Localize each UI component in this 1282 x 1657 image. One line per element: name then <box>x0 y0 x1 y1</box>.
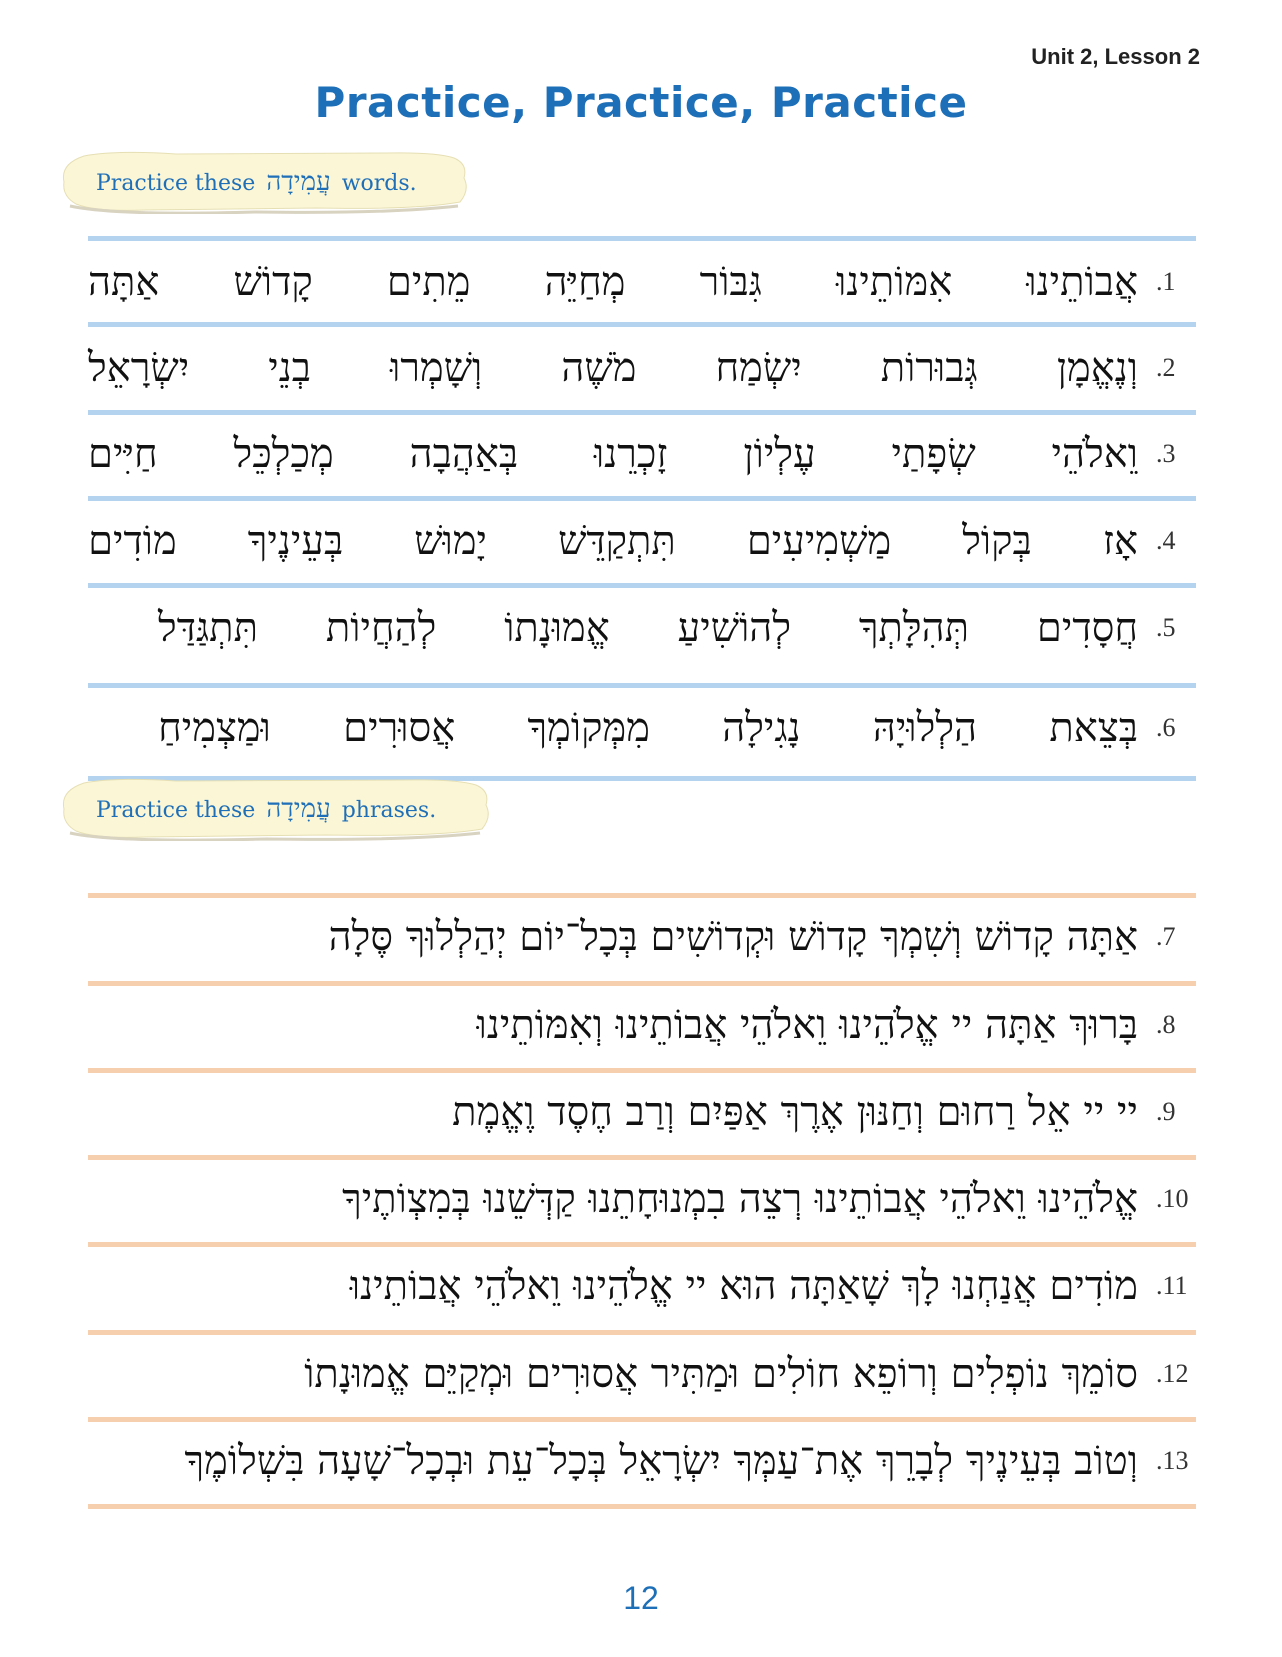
hebrew-word: יִשְׂרָאֵל <box>88 345 190 391</box>
hebrew-word: מֹשֶׁה <box>561 345 637 391</box>
row-number: .1 <box>1156 267 1176 296</box>
phrase-row <box>88 1161 1196 1237</box>
hebrew-word: תִּתְגַּדַּל <box>158 605 258 651</box>
row-divider <box>88 1155 1196 1160</box>
hebrew-word-list <box>88 416 1138 492</box>
row-divider <box>88 981 1196 986</box>
hebrew-word: מְחַיֵּה <box>544 259 626 305</box>
row-divider <box>88 410 1196 415</box>
hebrew-word: אַתָּה <box>88 259 160 305</box>
row-divider <box>88 893 1196 898</box>
hebrew-word: מְכַלְכֵּל <box>233 431 334 477</box>
row-divider <box>88 236 1196 241</box>
hebrew-word: תְּהִלָּתְךָ <box>858 605 970 651</box>
instruction-suffix: words. <box>341 171 417 196</box>
hebrew-phrase: אֱלֹהֵינוּ וֵאלֹהֵי אֲבוֹתֵינוּ רְצֵה בִמְנוּחָתֵנוּ קַדְּשֵׁנוּ בְּמִצְוֹתֶיךָ <box>342 1176 1138 1222</box>
hebrew-word: בְּקוֹל <box>962 518 1032 564</box>
words-instruction-text <box>96 150 417 214</box>
hebrew-word-list <box>88 244 1138 320</box>
hebrew-word: שְׂפָתַי <box>891 431 976 477</box>
phrase-row <box>88 1423 1196 1499</box>
hebrew-phrase: מוֹדִים אֲנַחְנוּ לָךְ שָׁאַתָּה הוּא יי אֱלֹהֵינוּ וֵאלֹהֵי אֲבוֹתֵינוּ <box>349 1263 1138 1309</box>
hebrew-word: וּמַצְמִיחַ <box>158 705 271 751</box>
word-row <box>88 330 1196 406</box>
hebrew-word: חַיִּים <box>88 431 158 477</box>
hebrew-word: מִמְּקוֹמְךָ <box>527 705 650 751</box>
hebrew-word: לְהוֹשִׁיעַ <box>677 605 792 651</box>
hebrew-word: יָמוּשׁ <box>414 518 488 564</box>
hebrew-word: תִּתְקַדֵּשׁ <box>558 518 676 564</box>
phrases-instruction-text <box>96 777 436 841</box>
hebrew-word: לְהַחֲיוֹת <box>325 605 437 651</box>
row-number: .12 <box>1156 1359 1189 1388</box>
word-row <box>88 416 1196 492</box>
words-instruction-banner <box>56 150 476 214</box>
instruction-hebrew: עֲמִידָה <box>266 794 331 824</box>
word-row <box>88 590 1196 666</box>
row-number: .4 <box>1156 526 1176 555</box>
hebrew-phrase: סוֹמֵךְ נוֹפְלִים וְרוֹפֵא חוֹלִים וּמַתִּיר אֲסוּרִים וּמְקַיֵּם אֱמוּנָתוֹ <box>304 1351 1138 1397</box>
hebrew-word: הַלְלוּיָהּ <box>872 705 978 751</box>
row-number: .13 <box>1156 1446 1189 1475</box>
hebrew-word: אֲבוֹתֵינוּ <box>1026 259 1138 305</box>
hebrew-word: בְנֵי <box>268 345 312 391</box>
row-number: .7 <box>1156 922 1176 951</box>
row-divider <box>88 322 1196 327</box>
hebrew-phrase: וְטוֹב בְּעֵינֶיךָ לְבָרֵךְ אֶת־עַמְּךָ יִשְׂרָאֵל בְּכָל־עֵת וּבְכָל־שָׁעָה בִּשְׁלוֹמֶךָ <box>184 1438 1138 1484</box>
row-divider <box>88 1068 1196 1073</box>
hebrew-word: מֵתִים <box>386 259 471 305</box>
row-divider <box>88 1504 1196 1509</box>
row-number: .11 <box>1156 1271 1188 1300</box>
row-divider <box>88 1330 1196 1335</box>
row-number: .5 <box>1156 613 1176 642</box>
hebrew-word: יִשְׂמַח <box>715 345 802 391</box>
hebrew-word: אֱמוּנָתוֹ <box>504 605 610 651</box>
instruction-hebrew: עֲמִידָה <box>266 167 331 197</box>
row-divider <box>88 496 1196 501</box>
hebrew-word-list <box>158 590 1138 666</box>
phrase-row <box>88 899 1196 975</box>
hebrew-word: גִּבּוֹר <box>699 259 762 305</box>
row-number: .3 <box>1156 439 1176 468</box>
hebrew-word: קָדוֹשׁ <box>233 259 313 305</box>
row-number: .8 <box>1156 1010 1176 1039</box>
row-number: .9 <box>1156 1097 1176 1126</box>
page-number: 12 <box>623 1580 659 1616</box>
word-row <box>88 503 1196 579</box>
phrase-row <box>88 1336 1196 1412</box>
unit-lesson-label: Unit 2, Lesson 2 <box>1031 44 1200 69</box>
row-divider <box>88 1417 1196 1422</box>
hebrew-word: זָכְרֵנוּ <box>593 431 668 477</box>
row-divider <box>88 683 1196 688</box>
hebrew-word: מוֹדִים <box>88 518 177 564</box>
hebrew-word: אָז <box>1102 518 1138 564</box>
phrase-row <box>88 1248 1196 1324</box>
hebrew-phrase: בָּרוּךְ אַתָּה יי אֱלֹהֵינוּ וֵאלֹהֵי אֲבוֹתֵינוּ וְאִמּוֹתֵינוּ <box>476 1002 1138 1048</box>
phrases-instruction-banner <box>56 777 476 841</box>
hebrew-word: גְּבוּרוֹת <box>880 345 978 391</box>
row-divider <box>88 1242 1196 1247</box>
row-divider <box>88 583 1196 588</box>
word-row <box>88 690 1196 766</box>
hebrew-word-list <box>88 503 1138 579</box>
word-row <box>88 244 1196 320</box>
hebrew-word: אִמּוֹתֵינוּ <box>836 259 953 305</box>
hebrew-word-list <box>158 690 1138 766</box>
hebrew-word-list <box>88 330 1138 406</box>
instruction-suffix: phrases. <box>341 798 437 823</box>
hebrew-word: בְּאַהֲבָה <box>409 431 519 477</box>
hebrew-phrase: אַתָּה קָדוֹשׁ וְשִׁמְךָ קָדוֹשׁ וּקְדוֹשִׁים בְּכָל־יוֹם יְהַלְלוּךָ סֶּלָה <box>328 914 1138 960</box>
hebrew-word: חֲסָדִים <box>1036 605 1138 651</box>
row-number: .6 <box>1156 713 1176 742</box>
hebrew-word: מַשְׁמִיעִים <box>746 518 892 564</box>
phrase-row <box>88 1074 1196 1150</box>
row-number: .10 <box>1156 1184 1189 1213</box>
hebrew-word: וְנֶאֱמָן <box>1056 345 1138 391</box>
hebrew-word: בְּעֵינֶיךָ <box>247 518 344 564</box>
hebrew-word: נָגִילָה <box>722 705 801 751</box>
row-number: .2 <box>1156 353 1176 382</box>
hebrew-word: וְשָׁמְרוּ <box>390 345 483 391</box>
phrase-row <box>88 987 1196 1063</box>
instruction-prefix: Practice these <box>96 798 256 823</box>
hebrew-phrase: יי יי אֵל רַחוּם וְחַנּוּן אֶרֶךְ אַפַּיִם וְרַב חֶסֶד וֶאֱמֶת <box>452 1089 1138 1135</box>
hebrew-word: אֲסוּרִים <box>343 705 456 751</box>
page-title: Practice, Practice, Practice <box>314 78 968 127</box>
instruction-prefix: Practice these <box>96 171 256 196</box>
hebrew-word: וֵאלֹהֵי <box>1051 431 1138 477</box>
hebrew-word: בְּצֵאת <box>1049 705 1138 751</box>
hebrew-word: עֶלְיוֹן <box>743 431 816 477</box>
